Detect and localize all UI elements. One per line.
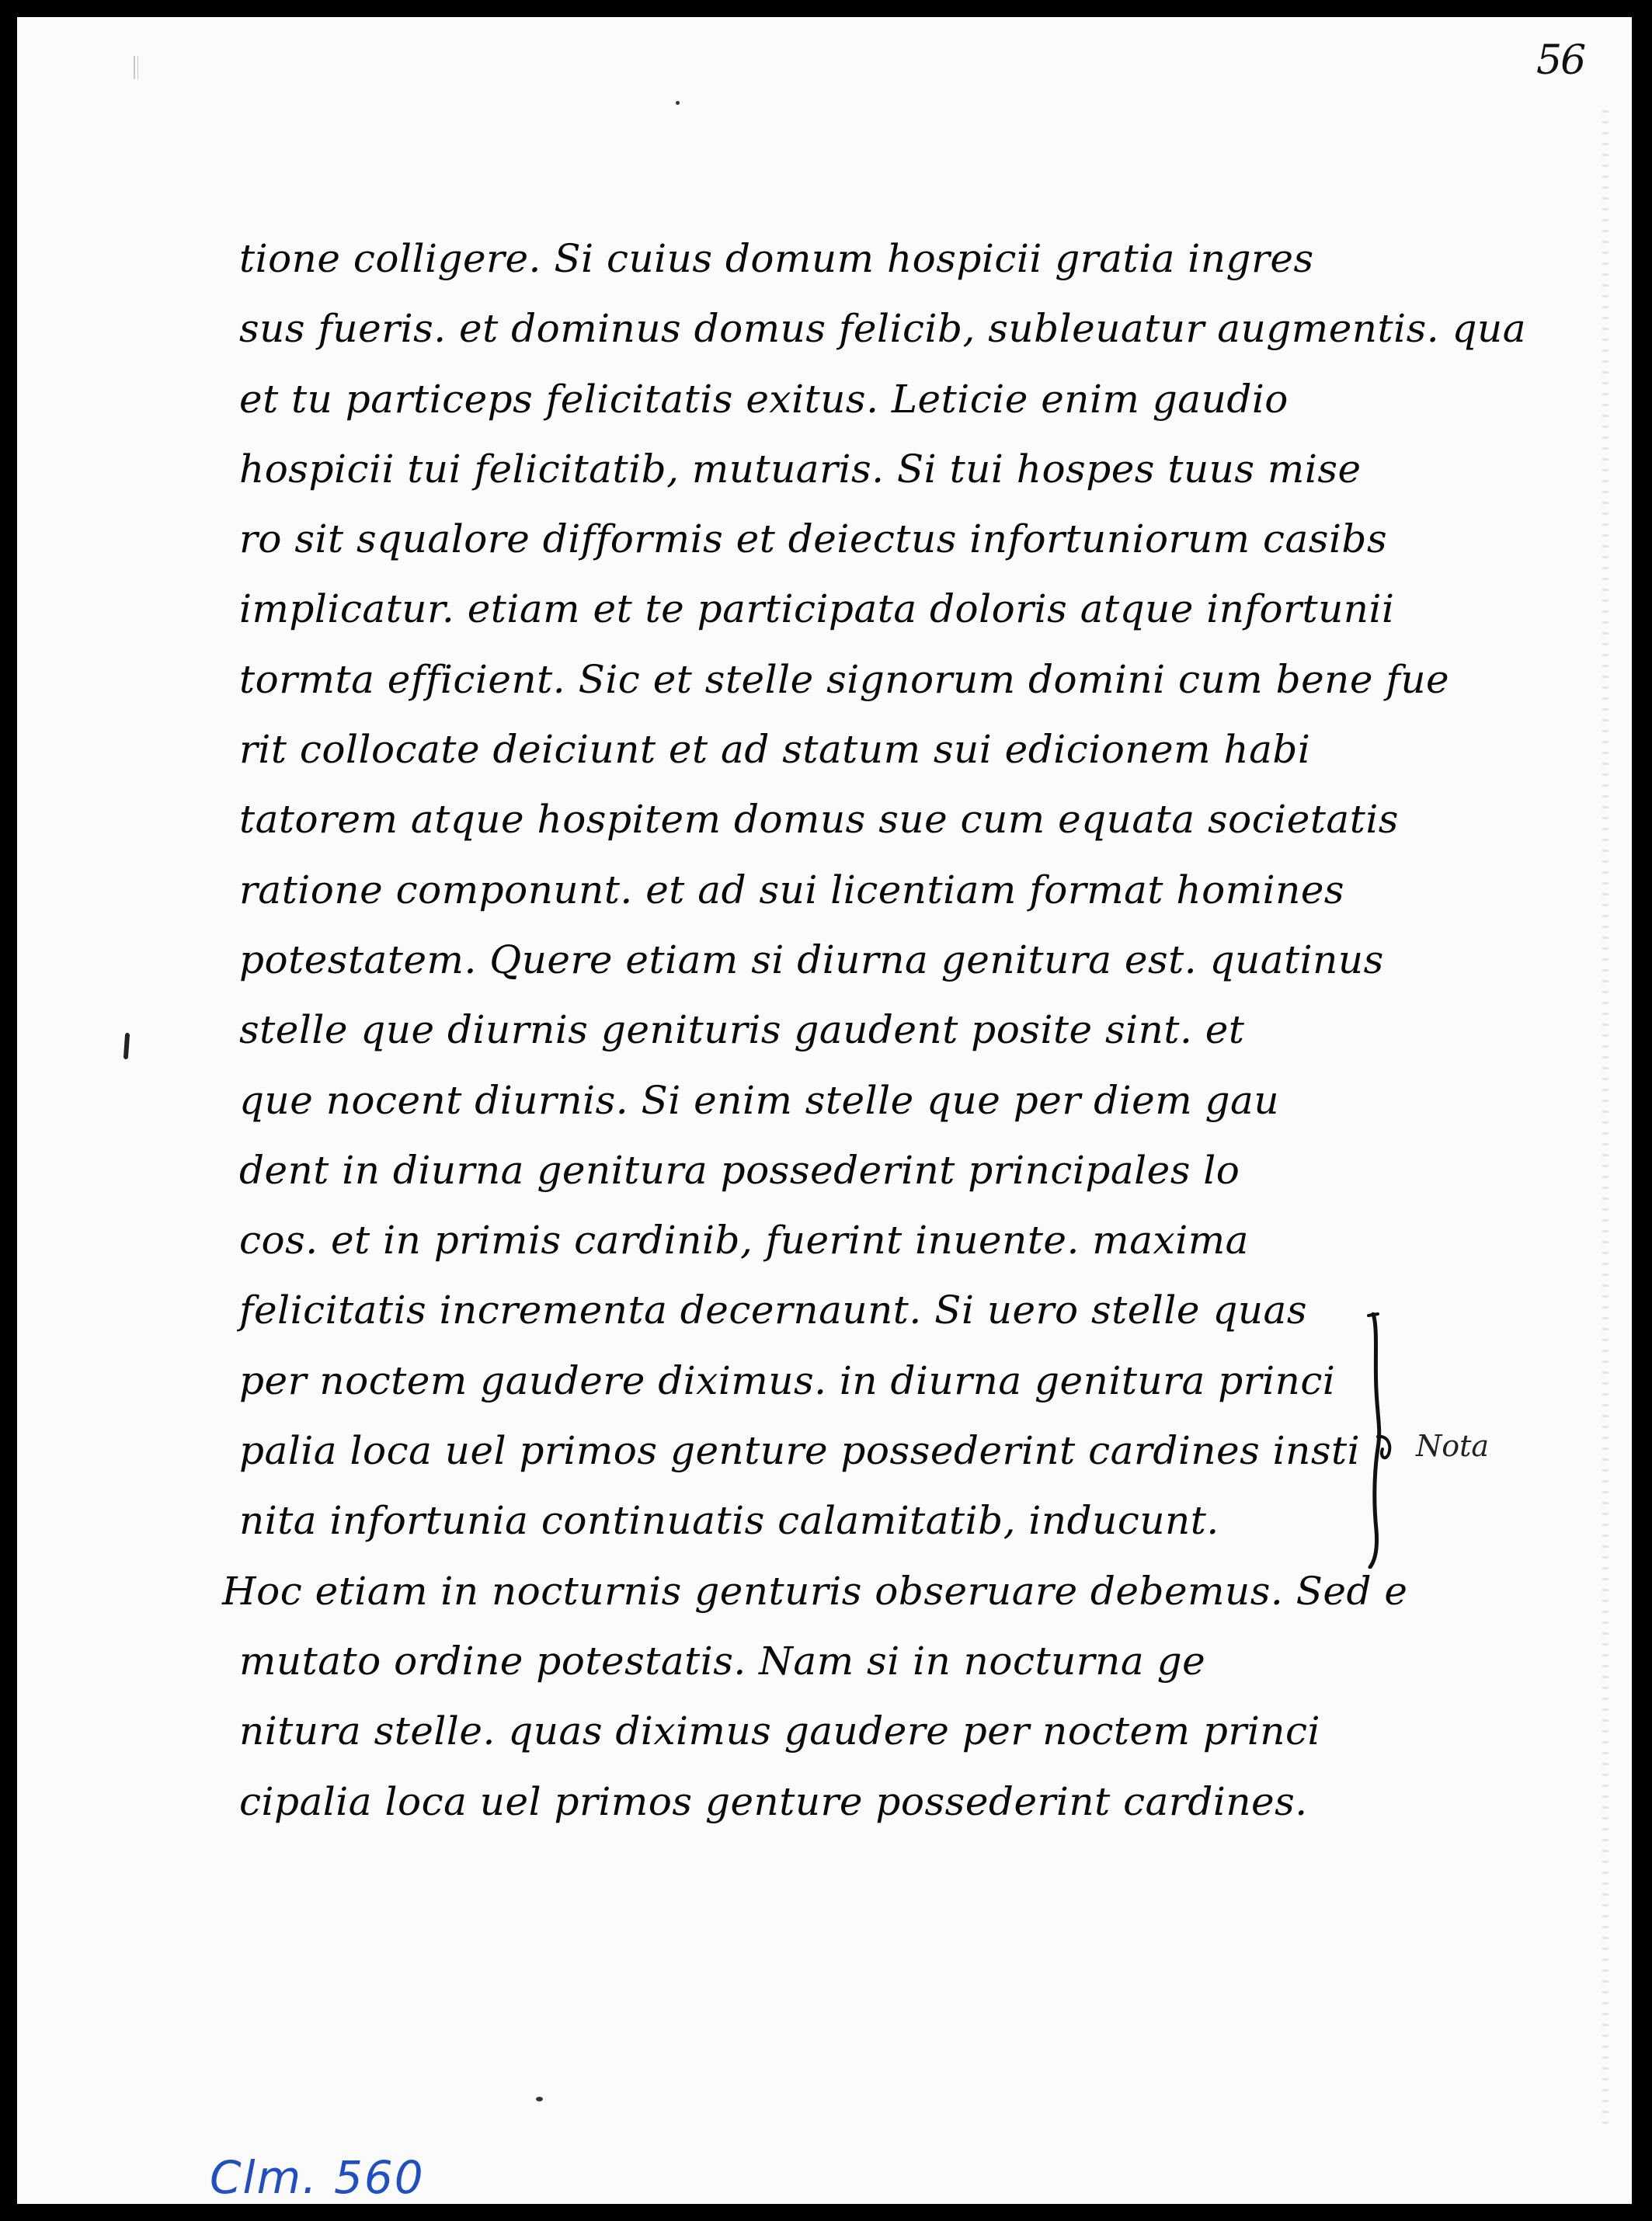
- text-line: dent in diurna genitura possederint principales lo: [239, 1147, 1240, 1193]
- ink-speck: [536, 2097, 543, 2101]
- text-line: que nocent diurnis. Si enim stelle que per diem gau: [239, 1077, 1280, 1123]
- text-line: et tu particeps felicitatis exitus. Leticie enim gaudio: [239, 376, 1289, 422]
- scan-artifact: [134, 56, 138, 79]
- text-line: hospicii tui felicitatib, mutuaris. Si tui hospes tuus mise: [239, 446, 1362, 492]
- text-line: tatorem atque hospitem domus sue cum equata societatis: [239, 797, 1399, 843]
- text-line: cos. et in primis cardinib, fuerint inuente. maxima: [239, 1218, 1249, 1263]
- text-line: tormta efficient. Sic et stelle signorum domini cum bene fue: [239, 656, 1450, 702]
- ink-speck: [676, 101, 680, 105]
- margin-bracket: [1367, 1312, 1398, 1569]
- text-line: potestatem. Quere etiam si diurna genitura est. quatinus: [239, 937, 1384, 982]
- text-line: palia loca uel primos genture possederint cardines insti: [239, 1428, 1361, 1474]
- text-line: felicitatis incrementa decernaunt. Si uero stelle quas: [239, 1288, 1307, 1333]
- margin-note: Nota: [1416, 1429, 1490, 1463]
- text-line: nita infortunia continuatis calamitatib, inducunt.: [239, 1498, 1219, 1544]
- text-line: ratione componunt. et ad sui licentiam format homines: [239, 867, 1345, 912]
- shelfmark-label: Clm. 560: [210, 2151, 425, 2204]
- text-line: sus fueris. et dominus domus felicib, subleuatur augmentis. qua: [239, 306, 1527, 352]
- text-line: per noctem gaudere diximus. in diurna genitura princi: [239, 1357, 1336, 1403]
- text-line: stelle que diurnis genituris gaudent posite sint. et: [239, 1007, 1245, 1053]
- text-line: cipalia loca uel primos genture possederint cardines.: [239, 1778, 1308, 1824]
- text-line: nitura stelle. quas diximus gaudere per noctem princi: [239, 1708, 1321, 1754]
- bottom-border: [0, 2204, 1652, 2221]
- text-line: mutato ordine potestatis. Nam si in nocturna ge: [239, 1638, 1206, 1684]
- text-line: ro sit squalore difformis et deiectus infortuniorum casibs: [239, 516, 1388, 562]
- folio-number: 56: [1536, 37, 1585, 84]
- text-line: rit collocate deiciunt et ad statum sui edicionem habi: [239, 727, 1311, 773]
- page-edge-noise: [1602, 110, 1609, 2129]
- text-line: tione colligere. Si cuius domum hospicii gratia ingres: [239, 236, 1314, 281]
- text-line: implicatur. etiam et te participata doloris atque infortunii: [239, 586, 1395, 632]
- text-line: Hoc etiam in nocturnis genturis obseruare debemus. Sed e: [222, 1568, 1408, 1614]
